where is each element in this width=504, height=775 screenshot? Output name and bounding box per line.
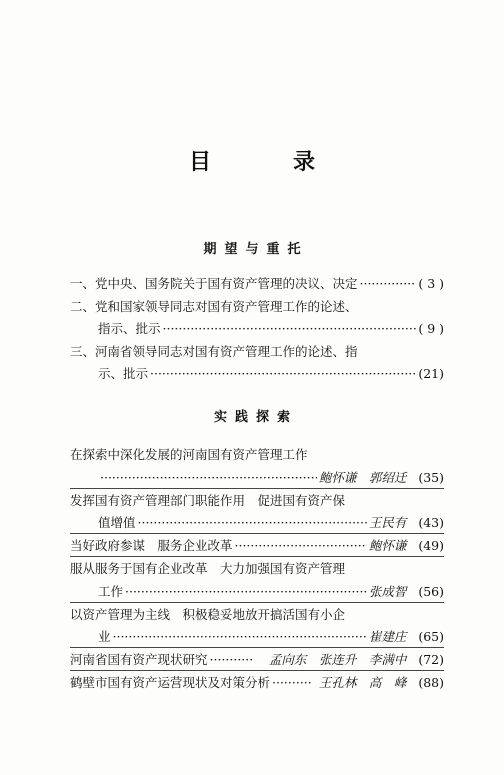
toc-entry-6[interactable] <box>70 538 444 554</box>
toc-entry-8-page: (65) <box>418 629 444 644</box>
toc-entry-4-line1: 在探索中深化发展的河南国有资产管理工作 <box>70 447 308 462</box>
toc-entry-6-title: 当好政府参谋 服务企业改革 <box>70 538 233 553</box>
toc-entry-3[interactable] <box>98 366 444 382</box>
toc-entry-7-authors: 张成智 <box>368 584 407 599</box>
toc-entry-10-authors: 王孔林 高 峰 <box>318 675 407 690</box>
divider <box>70 670 444 671</box>
toc-entry-10-page: (88) <box>418 675 444 690</box>
section-heading-practice: 实践探索 <box>213 410 298 425</box>
dot-leader <box>100 470 317 486</box>
dot-leader <box>272 675 312 691</box>
toc-entry-6-authors: 鲍怀谦 <box>368 538 407 553</box>
divider <box>70 602 444 603</box>
dot-leader <box>163 321 417 337</box>
divider <box>70 647 444 648</box>
toc-entry-3-page: (21) <box>418 366 444 381</box>
toc-entry-5-line1: 发挥国有资产管理部门职能作用 促进国有资产保 <box>70 493 346 508</box>
toc-entry-6-page: (49) <box>418 538 444 553</box>
dot-leader <box>138 515 367 531</box>
toc-entry-9-authors: 孟向东 张连升 李满中 <box>268 652 407 667</box>
toc-entry-2[interactable] <box>98 321 444 337</box>
dot-leader <box>360 276 417 292</box>
toc-entry-1[interactable] <box>70 276 444 292</box>
toc-entry-5-page: (43) <box>418 515 444 530</box>
toc-entry-1-title: 一、党中央、国务院关于国有资产管理的决议、决定 <box>70 276 358 291</box>
page-title: 目 录 <box>188 149 345 175</box>
toc-entry-3-line1: 三、河南省领导同志对国有资产管理工作的论述、指 <box>70 344 358 359</box>
toc-entry-2-line1: 二、党和国家领导同志对国有资产管理工作的论述、 <box>70 299 358 314</box>
toc-entry-3-title-cont: 示、批示 <box>98 366 149 381</box>
dot-leader <box>235 538 367 554</box>
dot-leader <box>113 629 367 645</box>
dot-leader <box>125 584 367 600</box>
toc-entry-7-line1: 服从服务于国有企业改革 大力加强国有资产管理 <box>70 561 346 576</box>
dot-leader <box>150 366 416 382</box>
toc-entry-9-title: 河南省国有资产现状研究 <box>70 652 208 667</box>
toc-entry-8-authors: 崔建庄 <box>368 629 407 644</box>
toc-entry-2-page: ( 9 ) <box>418 321 444 336</box>
toc-entry-7-page: (56) <box>418 584 444 599</box>
toc-entry-9[interactable] <box>70 652 444 668</box>
toc-entry-8-title-cont: 业 <box>98 629 111 644</box>
toc-entry-4[interactable] <box>98 470 444 486</box>
toc-entry-8[interactable] <box>98 629 444 645</box>
toc-entry-7[interactable] <box>98 584 444 600</box>
toc-entry-4-authors: 鲍怀谦 郭绍迁 <box>318 470 407 485</box>
divider <box>70 556 444 557</box>
toc-entry-1-page: ( 3 ) <box>418 276 444 291</box>
toc-entry-5-title-cont: 值增值 <box>98 515 136 530</box>
toc-entry-4-page: (35) <box>418 470 444 485</box>
toc-entry-10[interactable] <box>70 675 444 691</box>
divider <box>70 533 444 534</box>
toc-entry-8-line1: 以资产管理为主线 积极稳妥地放开搞活国有小企 <box>70 607 346 622</box>
divider <box>70 488 444 489</box>
toc-entry-9-page: (72) <box>418 652 444 667</box>
toc-entry-5-authors: 王民有 <box>368 515 407 530</box>
toc-entry-7-title-cont: 工作 <box>98 584 124 599</box>
dot-leader <box>210 652 254 668</box>
toc-entry-5[interactable] <box>98 515 444 531</box>
toc-entry-2-title-cont: 指示、批示 <box>98 321 161 336</box>
section-heading-expectations: 期望与重托 <box>203 242 309 257</box>
toc-entry-10-title: 鹤壁市国有资产运营现状及对策分析 <box>70 675 271 690</box>
